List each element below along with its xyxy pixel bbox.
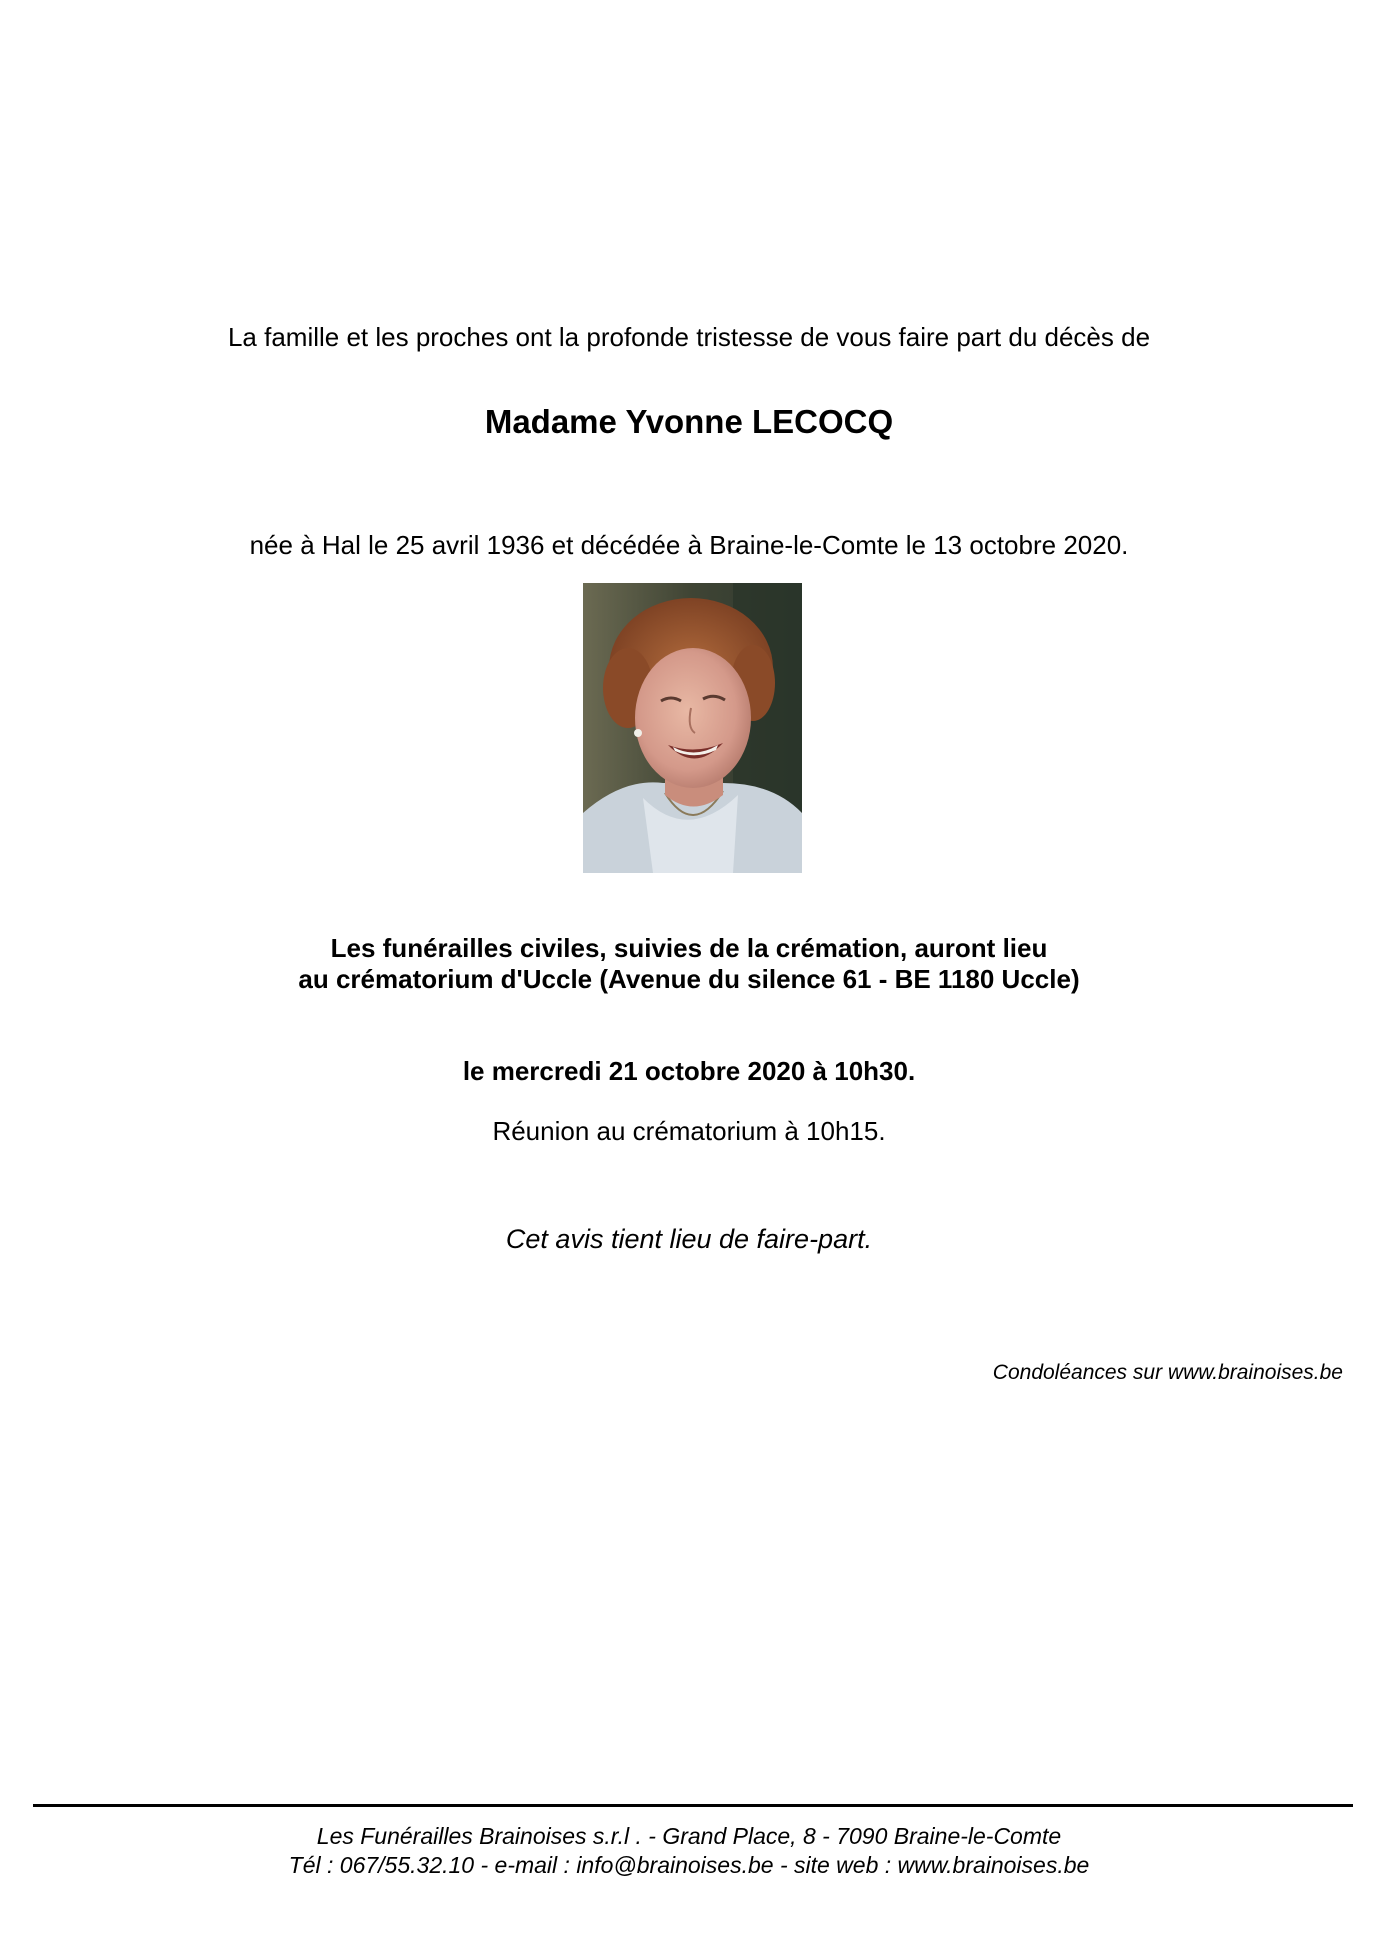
condolences-text: Condoléances sur www.brainoises.be <box>992 1361 1343 1384</box>
funeral-line-2: au crématorium d'Uccle (Avenue du silence 61 - BE 1180 Uccle) <box>298 964 1080 994</box>
birth-death-dates: née à Hal le 25 avril 1936 et décédée à Braine-le-Comte le 13 octobre 2020. <box>249 530 1129 560</box>
meeting-time: Réunion au crématorium à 10h15. <box>492 1116 886 1146</box>
deceased-name: Madame Yvonne LECOCQ <box>484 403 894 440</box>
footer-address: Les Funérailles Brainoises s.r.l . - Grand Place, 8 - 7090 Braine-le-Comte <box>316 1823 1062 1849</box>
footer <box>0 1822 1378 1880</box>
footer-divider <box>33 1804 1353 1807</box>
funeral-datetime: le mercredi 21 octobre 2020 à 10h30. <box>462 1056 916 1086</box>
footer-contact: Tél : 067/55.32.10 - e-mail : info@brainoises.be - site web : www.brainoises.be <box>288 1852 1090 1878</box>
funeral-line-1: Les funérailles civiles, suivies de la crémation, auront lieu <box>330 933 1048 963</box>
funeral-details <box>0 933 1378 995</box>
announcement-text: Cet avis tient lieu de faire-part. <box>505 1224 873 1254</box>
portrait-photo <box>583 583 802 873</box>
intro-text: La famille et les proches ont la profonde tristesse de vous faire part du décès de <box>227 322 1151 352</box>
